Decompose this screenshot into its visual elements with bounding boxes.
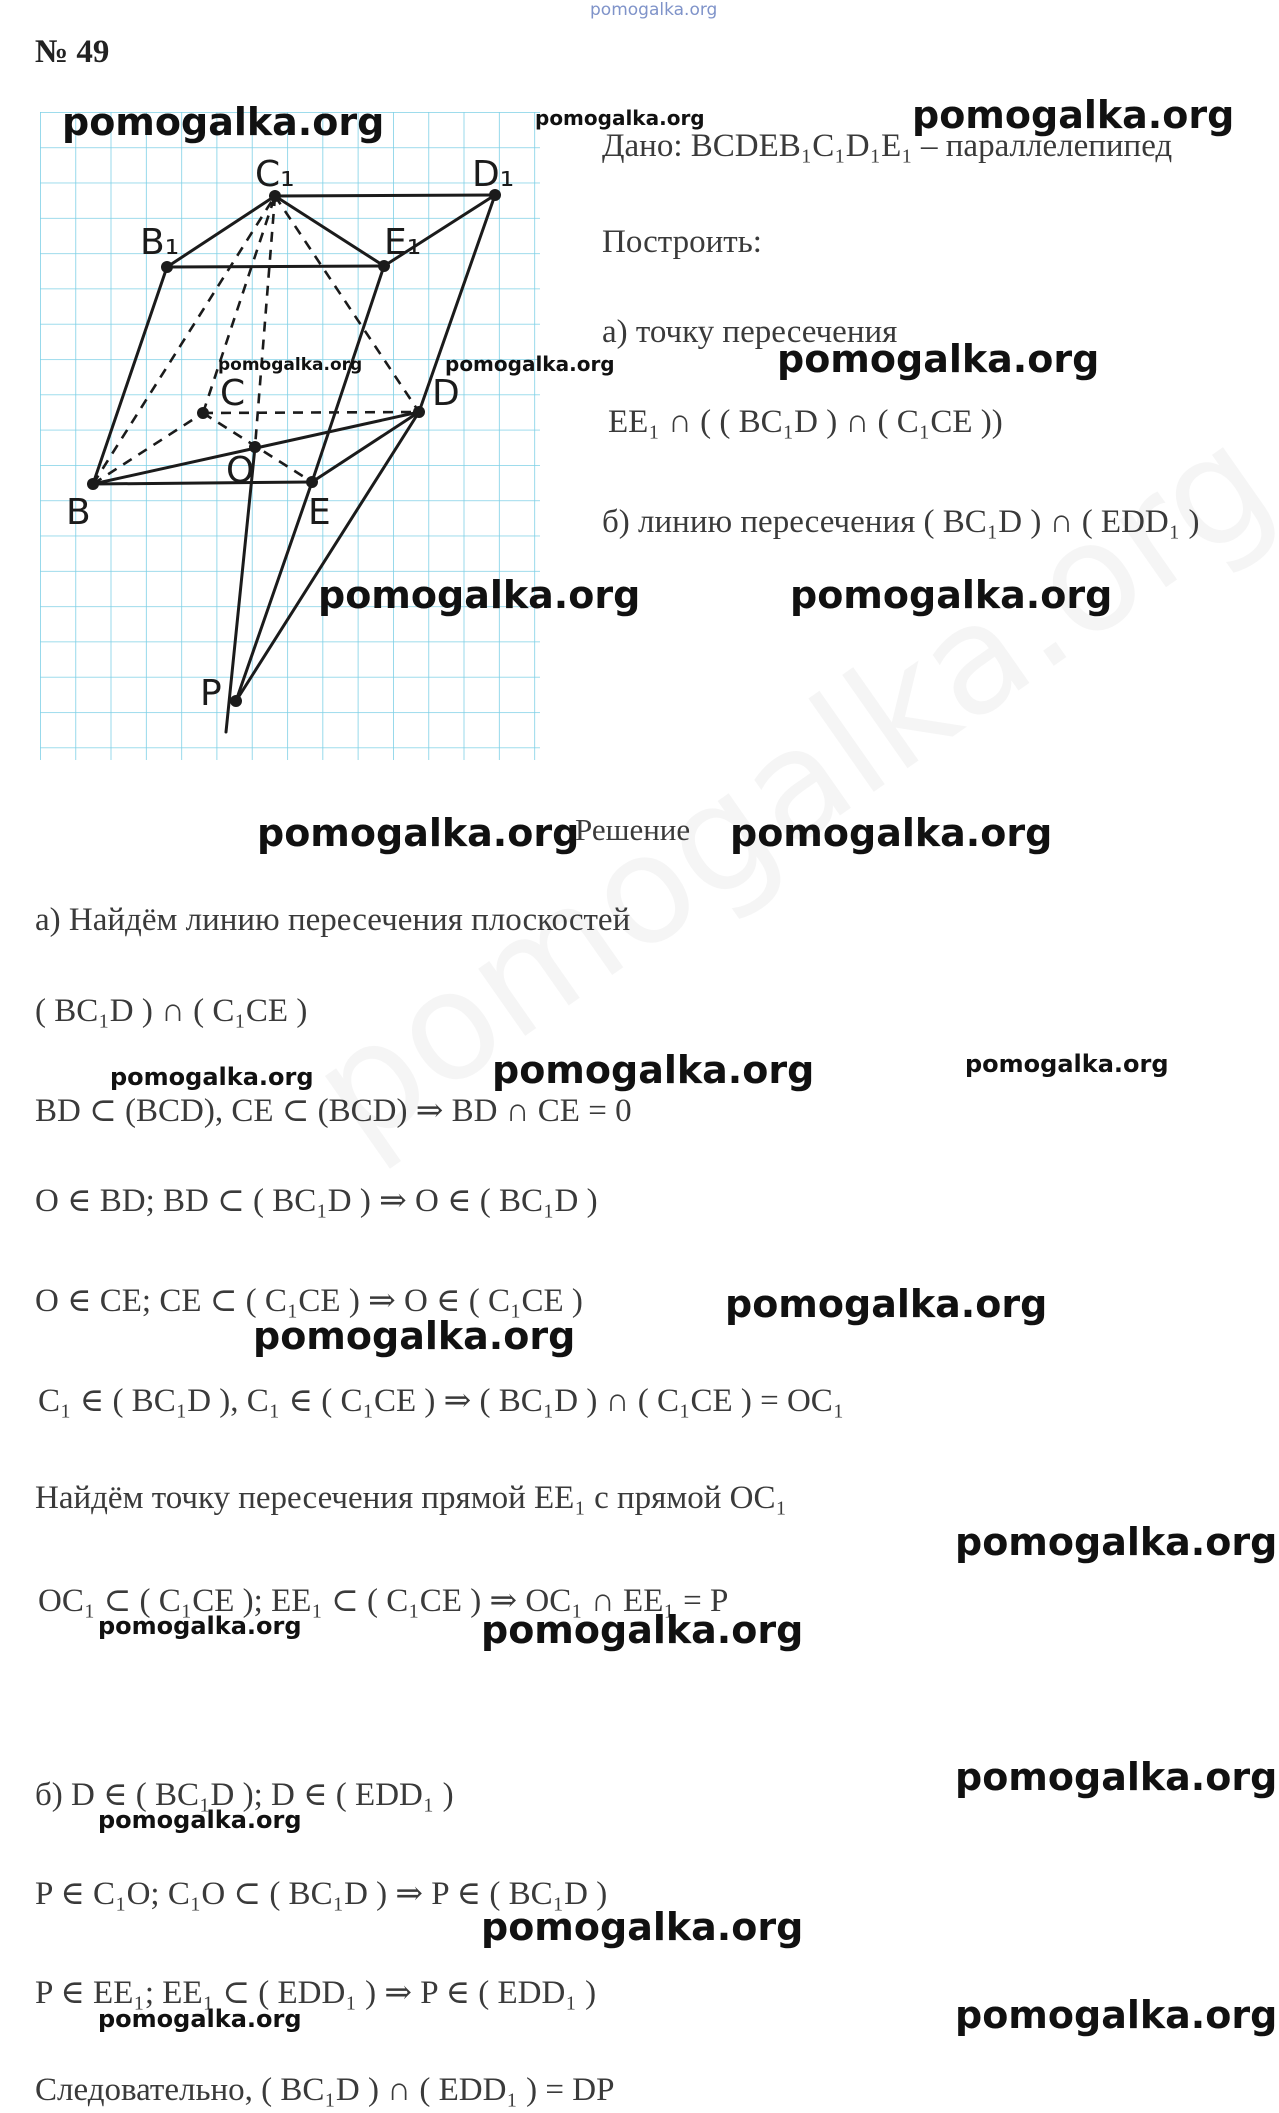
solution-line: Найдём точку пересечения прямой EE₁ с прямой OC₁ xyxy=(35,1480,787,1516)
watermark: pomogalka.org xyxy=(481,1905,804,1949)
solution-line: OC₁ ⊂ ( C₁CE ); EE₁ ⊂ ( C₁CE ) ⇒ OC₁ ∩ EE₁ = P xyxy=(38,1583,729,1619)
edge-c1-d1 xyxy=(275,195,495,196)
label-o: O xyxy=(226,450,255,491)
solution-line: C₁ ∈ ( BC₁D ), C₁ ∈ ( C₁CE ) ⇒ ( BC₁D ) ∩ ( C₁CE ) = OC₁ xyxy=(38,1383,845,1419)
given-build: Построить: xyxy=(602,224,762,260)
solution-line: BD ⊂ (BCD), CE ⊂ (BCD) ⇒ BD ∩ CE = 0 xyxy=(35,1093,632,1129)
given-dano: Дано: BCDEB₁C₁D₁E₁ – параллелепипед xyxy=(602,128,1173,164)
watermark: pomogalka.org xyxy=(98,1612,302,1640)
watermark: pomogalka.org xyxy=(218,355,363,375)
watermark: pomogalka.org xyxy=(62,100,385,144)
label-e: E xyxy=(308,492,331,533)
problem-number: № 49 xyxy=(35,34,110,70)
watermark: pomogalka.org xyxy=(955,1520,1278,1564)
watermark: pomogalka.org xyxy=(98,2005,302,2033)
watermark: pomogalka.org xyxy=(955,1755,1278,1799)
point-e xyxy=(306,476,318,488)
label-b1: B₁ xyxy=(140,222,180,263)
solution-line: а) Найдём линию пересечения плоскостей xyxy=(35,902,631,938)
watermark: pomogalka.org xyxy=(965,1050,1169,1078)
solution-title: Решение xyxy=(575,812,691,847)
watermark: pomogalka.org xyxy=(253,1314,576,1358)
given-b-line: б) линию пересечения ( BC₁D ) ∩ ( EDD₁ ) xyxy=(602,504,1200,540)
point-c xyxy=(197,407,209,419)
point-b xyxy=(87,478,99,490)
given-a-expr: EE₁ ∩ ( ( BC₁D ) ∩ ( C₁CE )) xyxy=(608,404,1003,440)
watermark: pomogalka.org xyxy=(535,106,705,130)
grid-paper xyxy=(40,112,540,760)
solution-line: б) D ∈ ( BC₁D ); D ∈ ( EDD₁ ) xyxy=(35,1777,454,1813)
solution-line: P ∈ C₁O; C₁O ⊂ ( BC₁D ) ⇒ P ∈ ( BC₁D ) xyxy=(35,1876,608,1912)
edge-b-e xyxy=(93,482,312,484)
solution-line: P ∈ EE₁; EE₁ ⊂ ( EDD₁ ) ⇒ P ∈ ( EDD₁ ) xyxy=(35,1975,597,2011)
watermark: pomogalka.org xyxy=(481,1608,804,1652)
point-p xyxy=(230,695,242,707)
label-c1: C₁ xyxy=(255,154,295,195)
watermark: pomogalka.org xyxy=(445,352,615,376)
label-c: C xyxy=(220,373,246,414)
watermark: pomogalka.org xyxy=(730,811,1053,855)
watermark: pomogalka.org xyxy=(257,811,580,855)
watermark: pomogalka.org xyxy=(912,93,1235,137)
watermark: pomogalka.org xyxy=(492,1048,815,1092)
solution-line: O ∈ CE; CE ⊂ ( C₁CE ) ⇒ O ∈ ( C₁CE ) xyxy=(35,1283,583,1319)
watermark: pomogalka.org xyxy=(955,1993,1278,2037)
point-d xyxy=(413,406,425,418)
watermark: pomogalka.org xyxy=(98,1806,302,1834)
label-b: B xyxy=(66,492,91,533)
watermark: pomogalka.org xyxy=(110,1063,314,1091)
watermark: pomogalka.org xyxy=(318,573,641,617)
edge-b1-e1 xyxy=(167,266,384,267)
top-watermark: pomogalka.org xyxy=(590,0,718,20)
watermark: pomogalka.org xyxy=(777,337,1100,381)
watermark: pomogalka.org xyxy=(790,573,1113,617)
label-d1: D₁ xyxy=(472,154,515,195)
label-p: P xyxy=(200,673,222,714)
solution-line: Следовательно, ( BC₁D ) ∩ ( EDD₁ ) = DP xyxy=(35,2072,615,2108)
watermark: pomogalka.org xyxy=(725,1282,1048,1326)
label-d: D xyxy=(432,373,460,414)
solution-line: O ∈ BD; BD ⊂ ( BC₁D ) ⇒ O ∈ ( BC₁D ) xyxy=(35,1183,598,1219)
label-e1: E₁ xyxy=(384,222,422,263)
solution-line: ( BC₁D ) ∩ ( C₁CE ) xyxy=(35,993,308,1029)
given-a-title: а) точку пересечения xyxy=(602,314,898,350)
